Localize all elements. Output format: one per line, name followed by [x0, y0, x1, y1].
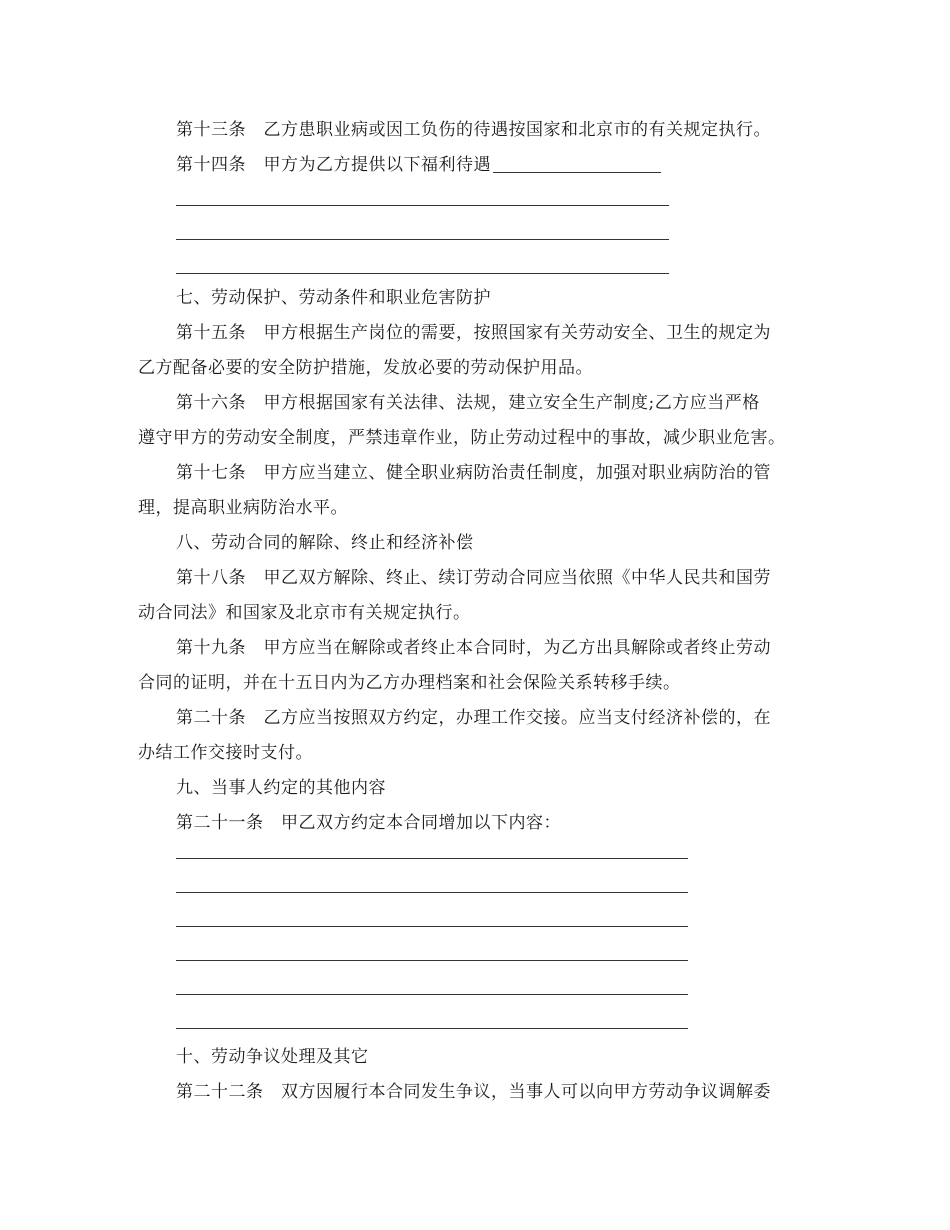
article-16-line-2: 遵守甲方的劳动安全制度，严禁违章作业，防止劳动过程中的事故，减少职业危害。: [138, 428, 786, 448]
article-15-line-2: 乙方配备必要的安全防护措施，发放必要的劳动保护用品。: [138, 358, 593, 378]
article-17-line-1: 第十七条 甲方应当建立、健全职业病防治责任制度，加强对职业病防治的管: [176, 463, 771, 483]
welfare-blank-line-1[interactable]: [176, 205, 669, 206]
article-14-text: 第十四条 甲方为乙方提供以下福利待遇: [176, 155, 491, 175]
section-8-heading: 八、劳动合同的解除、终止和经济补偿: [176, 533, 474, 553]
article-18-line-1: 第十八条 甲乙双方解除、终止、续订劳动合同应当依照《中华人民共和国劳: [176, 568, 771, 588]
section-7-heading: 七、劳动保护、劳动条件和职业危害防护: [176, 288, 491, 308]
agreement-blank-line-3[interactable]: [176, 926, 688, 927]
article-20-line-1: 第二十条 乙方应当按照双方约定，办理工作交接。应当支付经济补偿的，在: [176, 708, 771, 728]
article-20-line-2: 办结工作交接时支付。: [138, 743, 313, 763]
article-14: [176, 153, 661, 177]
welfare-blank-line-2[interactable]: [176, 239, 669, 240]
article-19-line-2: 合同的证明，并在十五日内为乙方办理档案和社会保险关系转移手续。: [138, 673, 681, 693]
agreement-blank-line-4[interactable]: [176, 960, 688, 961]
article-19-line-1: 第十九条 甲方应当在解除或者终止本合同时，为乙方出具解除或者终止劳动: [176, 638, 771, 658]
article-15-line-1: 第十五条 甲方根据生产岗位的需要，按照国家有关劳动安全、卫生的规定为: [176, 323, 771, 343]
agreement-blank-line-1[interactable]: [176, 858, 688, 859]
article-21: 第二十一条 甲乙双方约定本合同增加以下内容：: [176, 813, 561, 833]
section-10-heading: 十、劳动争议处理及其它: [176, 1047, 369, 1067]
welfare-blank-line-3[interactable]: [176, 273, 669, 274]
section-9-heading: 九、当事人约定的其他内容: [176, 778, 386, 798]
article-22-line-1: 第二十二条 双方因履行本合同发生争议，当事人可以向甲方劳动争议调解委: [176, 1082, 771, 1102]
article-13: 第十三条 乙方患职业病或因工负伤的待遇按国家和北京市的有关规定执行。: [176, 120, 771, 140]
article-18-line-2: 动合同法》和国家及北京市有关规定执行。: [138, 603, 471, 623]
article-17-line-2: 理，提高职业病防治水平。: [138, 498, 348, 518]
article-16-line-1: 第十六条 甲方根据国家有关法律、法规，建立安全生产制度;乙方应当严格: [176, 393, 760, 413]
agreement-blank-line-6[interactable]: [176, 1028, 688, 1029]
welfare-blank-inline[interactable]: [493, 154, 661, 173]
agreement-blank-line-5[interactable]: [176, 994, 688, 995]
agreement-blank-line-2[interactable]: [176, 892, 688, 893]
